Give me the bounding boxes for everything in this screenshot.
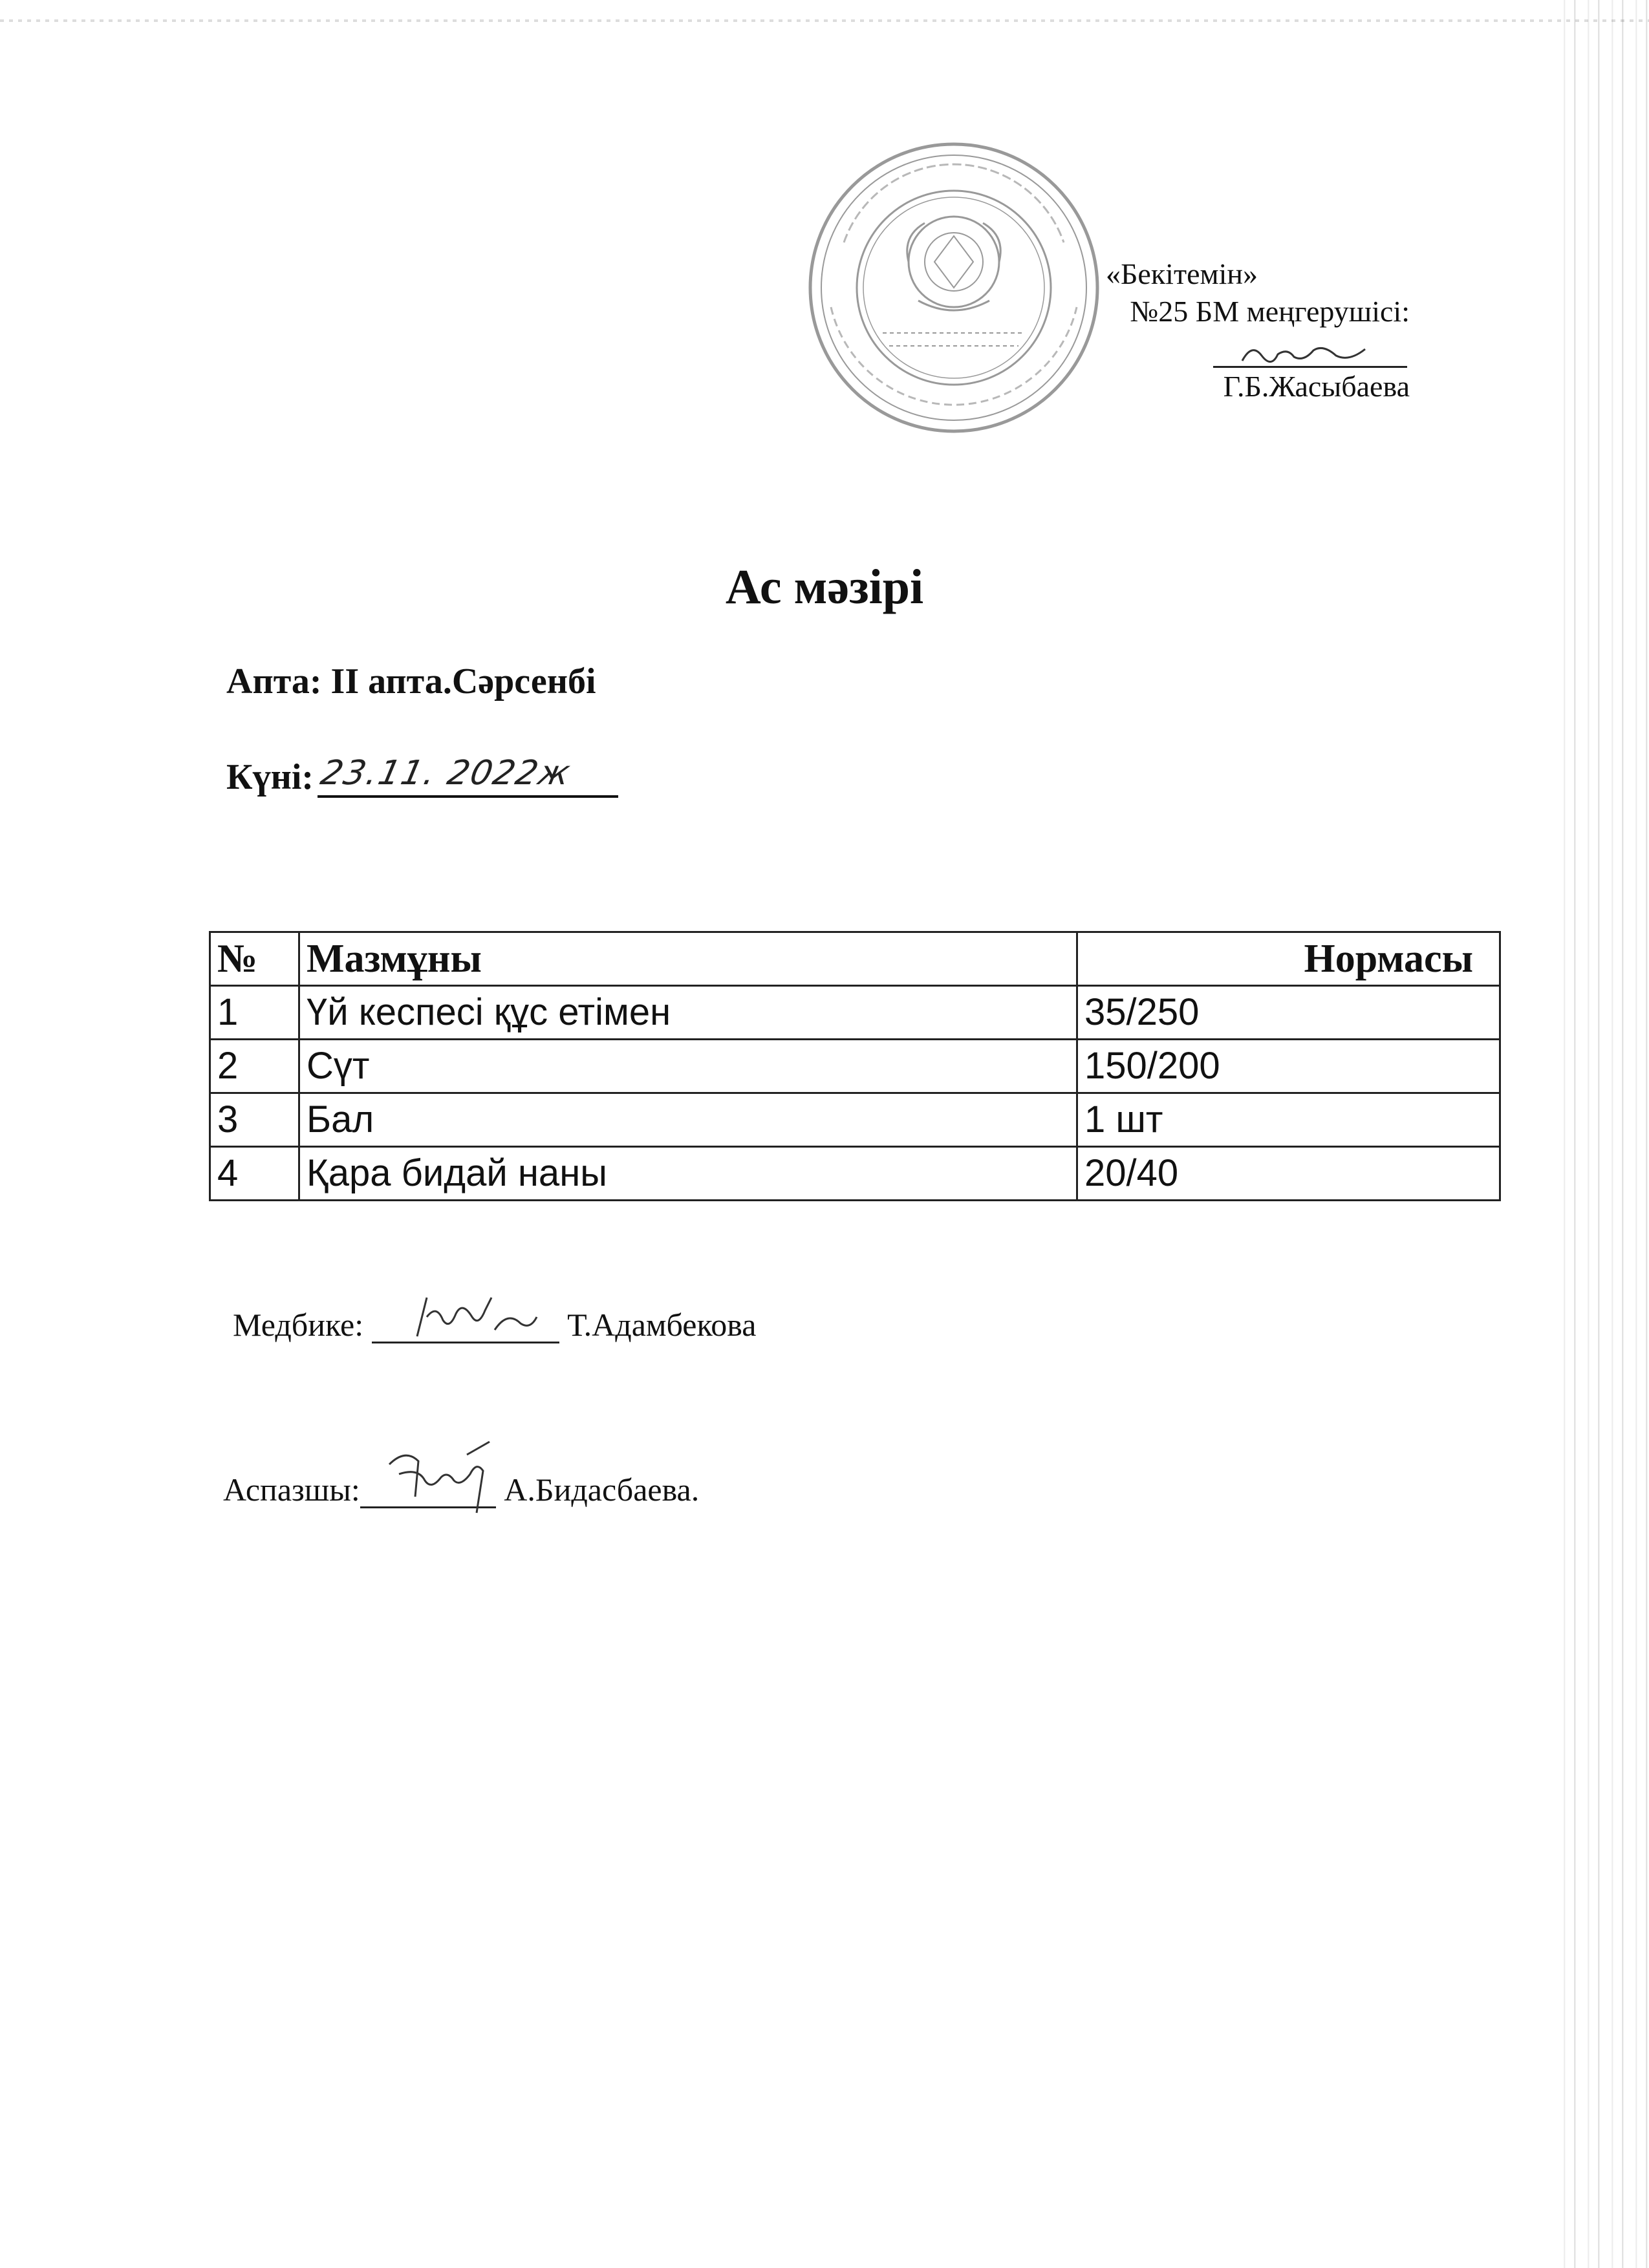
date-row (226, 756, 618, 798)
header-content: Мазмұны (299, 932, 1077, 986)
row-norm: 150/200 (1077, 1040, 1500, 1093)
document-title: Ас мәзірі (725, 560, 924, 614)
row-item: Бал (299, 1093, 1077, 1147)
row-item: Үй кеспесі құс етімен (299, 986, 1077, 1040)
nurse-signature-row (233, 1306, 756, 1343)
row-number: 2 (210, 1040, 299, 1093)
row-norm: 35/250 (1077, 986, 1500, 1040)
nurse-signature (411, 1291, 540, 1343)
row-norm: 20/40 (1077, 1147, 1500, 1201)
table-row (210, 1147, 1500, 1201)
row-number: 4 (210, 1147, 299, 1201)
cook-signature-line (360, 1474, 496, 1508)
scan-artifact-edge (1552, 0, 1649, 2268)
director-signature-line (1213, 336, 1407, 368)
week-label: Апта: II апта.Сәрсенбі (226, 661, 596, 701)
cook-signature (380, 1435, 502, 1519)
date-handwritten: 23.11. 2022ж (317, 754, 575, 793)
row-number: 1 (210, 986, 299, 1040)
approval-position: №25 БМ меңгерушісі: (1130, 295, 1410, 328)
table-header-row (210, 932, 1500, 986)
cook-name: А.Бидасбаева. (504, 1471, 700, 1508)
nurse-name: Т.Адамбекова (567, 1307, 757, 1343)
header-norm: Нормасы (1077, 932, 1500, 986)
nurse-signature-line (372, 1309, 559, 1343)
row-item: Сүт (299, 1040, 1077, 1093)
row-norm: 1 шт (1077, 1093, 1500, 1147)
date-field-line (318, 756, 618, 798)
cook-signature-row (223, 1471, 699, 1508)
table-row (210, 1093, 1500, 1147)
row-number: 3 (210, 1093, 299, 1147)
row-item: Қара бидай наны (299, 1147, 1077, 1201)
approval-block (1035, 255, 1410, 405)
nurse-label: Медбике: (233, 1307, 364, 1343)
table-row (210, 986, 1500, 1040)
cook-label: Аспазшы: (223, 1471, 360, 1508)
table-row (210, 1040, 1500, 1093)
header-number: № (210, 932, 299, 986)
menu-table (209, 931, 1501, 1201)
director-name: Г.Б.Жасыбаева (1223, 370, 1410, 403)
director-signature (1239, 336, 1368, 369)
approval-heading: «Бекітемін» (1106, 257, 1258, 290)
date-label: Күні: (226, 757, 314, 797)
scan-artifact-top (0, 19, 1649, 22)
